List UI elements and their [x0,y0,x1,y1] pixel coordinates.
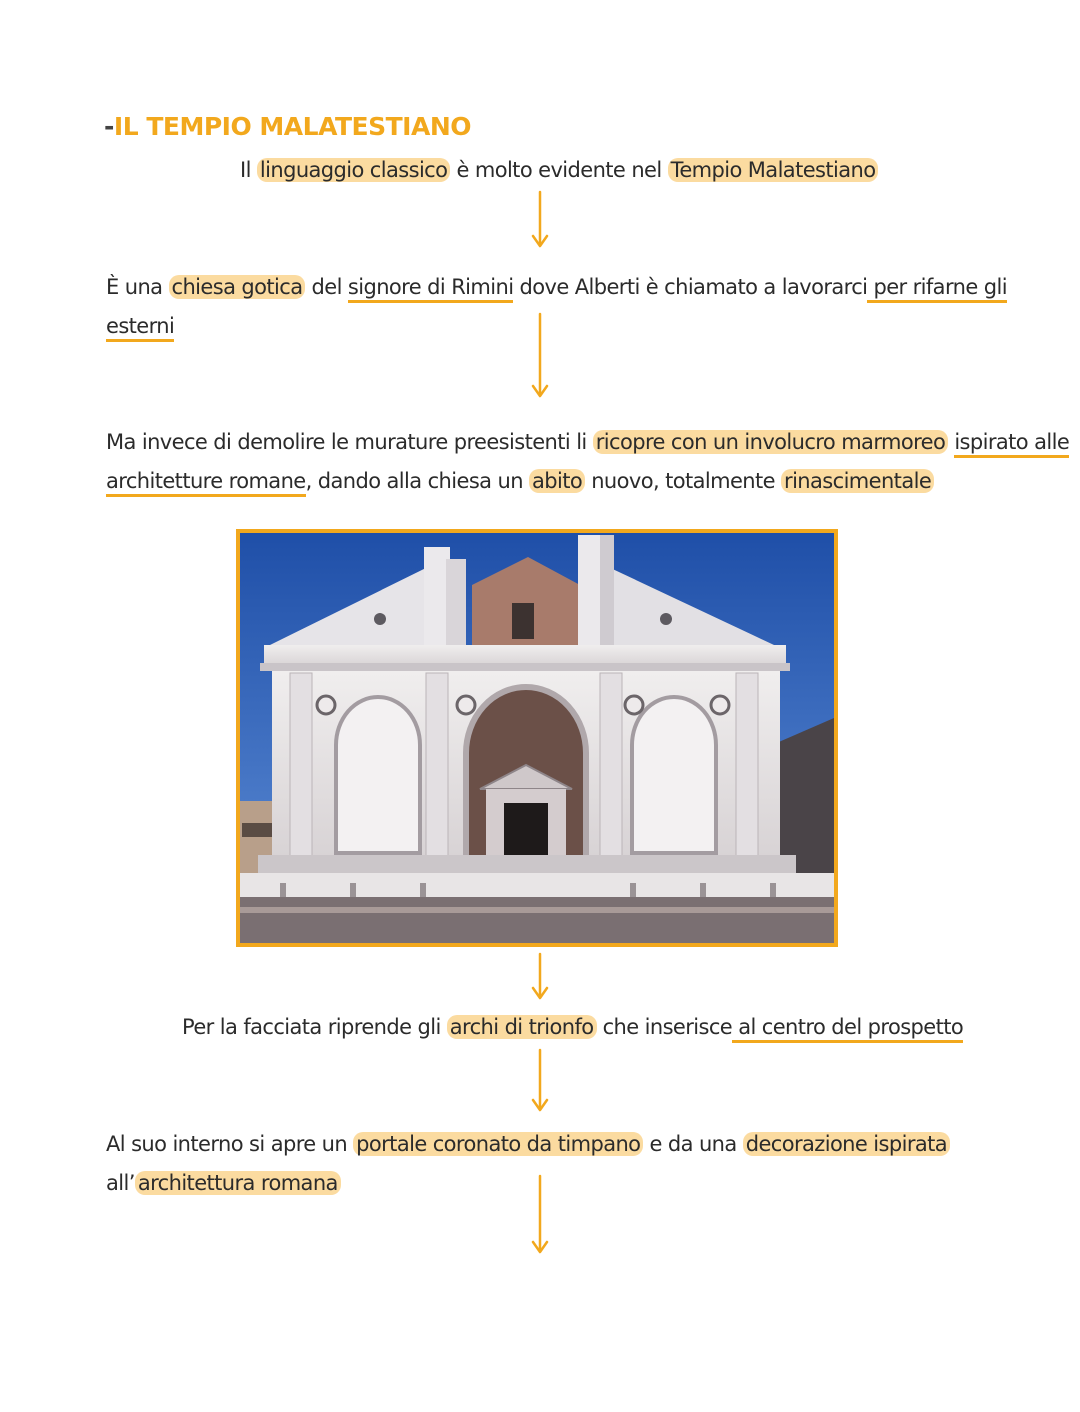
underline: per rifarne gli [867,275,1007,303]
highlight: portale coronato da timpano [353,1132,643,1156]
paragraph-5-line-2: all’ architettura romana [106,1163,341,1203]
highlight: Tempio Malatestiano [668,158,879,182]
paragraph-1: Il linguaggio classico è molto evidente nel Tempio Malatestiano [240,150,878,190]
underline: ispirato alle [954,430,1069,458]
underline: signore di Rimini [348,275,514,303]
paragraph-3-line-2: architetture romane, dando alla chiesa un abito nuovo, totalmente rinascimentale [106,461,934,501]
highlight: archi di trionfo [447,1015,597,1039]
underline: al centro del prospetto [732,1015,963,1043]
arrow-down-icon [530,1174,550,1256]
arrow-down-icon [530,952,550,1002]
tempio-malatestiano-photo [236,529,838,947]
underline: architetture romane [106,469,306,497]
paragraph-2-line-1: È una chiesa gotica del signore di Rimini dove Alberti è chiamato a lavorarci per rifarne gli [106,267,1007,307]
paragraph-4: Per la facciata riprende gli archi di trionfo che inserisce al centro del prospetto [182,1007,963,1047]
paragraph-5-line-1: Al suo interno si apre un portale coronato da timpano e da una decorazione ispirata [106,1124,950,1164]
underline: esterni [106,314,174,342]
paragraph-2-line-2 [106,306,174,346]
highlight: abito [529,469,585,493]
highlight: chiesa gotica [169,275,306,299]
highlight: decorazione ispirata [743,1132,950,1156]
arrow-down-icon [530,190,550,250]
facade-illustration [240,533,834,943]
highlight: architettura romana [135,1171,341,1195]
arrow-down-icon [530,1048,550,1114]
arrow-down-icon [530,312,550,400]
highlight: linguaggio classico [257,158,450,182]
paragraph-3-line-1: Ma invece di demolire le murature preesistenti li ricopre con un involucro marmoreo ispirato alle [106,422,1069,462]
highlight: rinascimentale [781,469,934,493]
page-title: -IL TEMPIO MALATESTIANO [104,112,471,141]
highlight: ricopre con un involucro marmoreo [593,430,948,454]
